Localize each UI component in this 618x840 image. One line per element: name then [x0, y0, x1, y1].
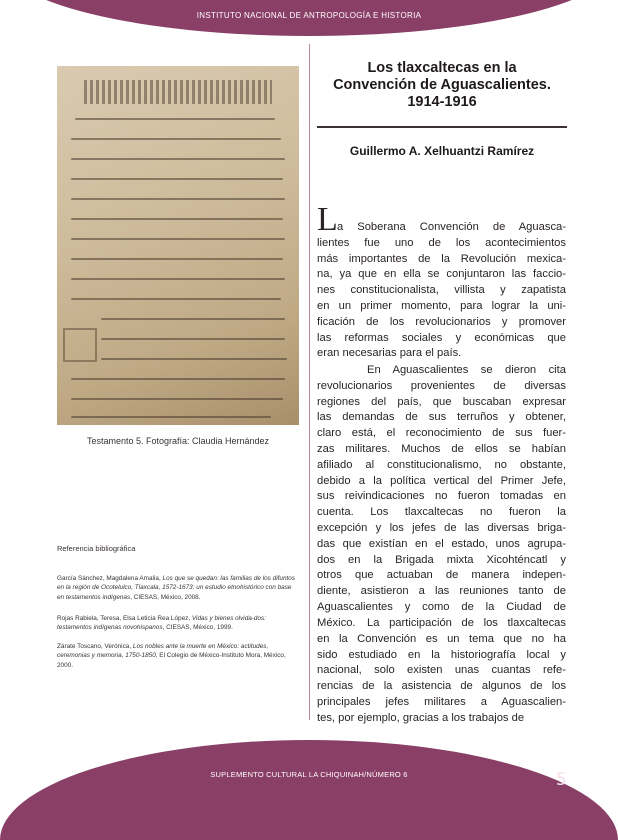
handwriting-line	[71, 378, 285, 380]
paragraph-line: rencias de la asistencia de algunos de los	[317, 680, 566, 693]
paragraph-line: tes, por ejemplo, gracias a los trabajos de	[317, 711, 525, 724]
paragraph-line: sido estudiado en la historiografía local y	[317, 648, 566, 661]
paragraph-line: eran necesarias para el país.	[317, 347, 462, 360]
handwriting-line	[71, 238, 285, 240]
handwriting-line	[71, 158, 285, 160]
paragraph-line: nacional, solo existen unas cuantas refe-	[317, 664, 566, 677]
paragraph-line: excepción y los jefes de las diversas briga-	[317, 521, 566, 534]
paragraph-line: en un primer momento, para lograr la uni-	[317, 299, 566, 312]
manuscript-photo	[57, 66, 299, 425]
paragraph-line: las reformas sociales y económicas que	[317, 331, 566, 344]
page-number: 5	[556, 770, 567, 790]
paragraph-line: revolucionarios provenientes de diversas	[317, 379, 566, 392]
handwriting-line	[71, 258, 283, 260]
paragraph-line: principales jefes militares a Aguascalien-	[317, 695, 566, 708]
reference-entry	[57, 574, 299, 602]
handwriting-line	[101, 358, 287, 360]
handwriting-line	[71, 278, 285, 280]
paragraph-line: das que existían en el estado, unos agrupa-	[317, 537, 566, 550]
title-line: Los tlaxcaltecas en la	[367, 60, 517, 76]
paragraph-2	[317, 363, 566, 632]
article-author: Guillermo A. Xelhuantzi Ramírez	[349, 144, 535, 158]
paragraph-line: lientes fue uno de los acontecimientos	[317, 236, 566, 249]
reference-entry	[57, 642, 299, 670]
reference-publisher: , CIESAS, México, 1999.	[162, 624, 233, 632]
paragraph-3	[317, 616, 566, 727]
handwriting-line	[71, 398, 283, 400]
reference-publisher: , El Colegio de México-Instituto Mora, México, 2000.	[57, 652, 286, 669]
paragraph-line: México.	[317, 616, 356, 629]
paragraph-line: debido a la política vertical del Primer Jefe,	[317, 474, 566, 487]
reference-author: García Sánchez, Magdalena Amalia,	[57, 575, 163, 582]
handwriting-line	[71, 198, 285, 200]
footer-band	[0, 740, 618, 840]
handwriting-line	[75, 118, 275, 120]
handwriting-line	[71, 298, 281, 300]
paragraph-line: Aguascalientes y como de la Ciudad de	[317, 600, 566, 613]
title-rule	[317, 126, 567, 128]
paragraph-line: a Soberana Convención de Aguasca-	[337, 221, 566, 233]
paragraph-line: sus reivindicaciones no fueron tomadas en	[317, 490, 566, 503]
paragraph-line: regiones del país, que buscaban expresar	[317, 395, 566, 408]
footer-publication: SUPLEMENTO CULTURAL LA CHIQUINAH/NÚMERO 6	[210, 770, 408, 779]
paragraph-line: claro está, el reconocimiento de sus fuer-	[317, 427, 566, 440]
title-line: 1914-1916	[407, 94, 477, 110]
handwriting-line	[101, 318, 285, 320]
drop-cap: L	[317, 201, 338, 238]
header-institution: INSTITUTO NACIONAL DE ANTROPOLOGÍA E HISTORIA	[196, 11, 422, 20]
paragraph-line: En Aguascalientes se dieron cita	[367, 364, 566, 376]
reference-publisher: , CIESAS, México, 2008.	[130, 593, 201, 601]
paragraph-line: ficación de los revolucionarios y promover	[317, 315, 566, 328]
handwriting-line	[71, 178, 283, 180]
article-title	[317, 60, 567, 111]
handwriting-line	[101, 338, 285, 340]
references-title: Referencia bibliográfica	[57, 544, 136, 553]
seal-stamp	[63, 328, 97, 362]
paragraph-line: na, ya que en ella se conjuntaron las faccio-	[317, 268, 566, 281]
paragraph-1	[317, 220, 566, 362]
reference-work: Los que se quedan: las familias de los difuntos en la región de Ocotelulco, Tlaxcala, 1572-1673: un estudio etnohistórico con base en testamentos indígenas	[57, 575, 296, 601]
paragraph-line: La participación de los tlaxcaltecas	[367, 617, 566, 629]
reference-entry	[57, 614, 299, 633]
paragraph-line: en la Convención es un tema que no ha	[317, 632, 566, 645]
column-divider	[309, 44, 310, 720]
document-stamp-heading	[84, 80, 272, 104]
title-line: Convención de Aguascalientes.	[333, 77, 551, 93]
handwriting-line	[71, 218, 283, 220]
paragraph-line: zas militares. Muchos de ellos se habían	[317, 442, 566, 455]
paragraph-line: cuenta. Los tlaxcaltecas no fueron la	[317, 506, 566, 519]
paragraph-line: nes constitucionalista, villista y zapatista	[317, 284, 566, 297]
handwriting-line	[71, 138, 281, 140]
handwriting-line	[71, 416, 271, 418]
reference-author: Rojas Rabiela, Teresa, Elsa Leticia Rea López,	[57, 615, 192, 622]
paragraph-line: dos en la Brigada mixta Xicohténcatl y	[317, 553, 566, 566]
paragraph-line: otros que actuaban de manera indepen-	[317, 569, 566, 582]
paragraph-line: las demandas de sus terruños y obtener,	[317, 411, 566, 424]
photo-caption: Testamento 5. Fotografía: Claudia Hernández	[86, 436, 270, 446]
paragraph-line: diente, asistieron a las reuniones tanto de	[317, 585, 566, 598]
paragraph-line: más importantes de la Revolución mexica-	[317, 252, 566, 265]
reference-work: Vidas y bienes olvida-dos: testamentos indígenas novohispanos	[57, 615, 267, 632]
reference-author: Zárate Toscano, Verónica,	[57, 643, 133, 650]
paragraph-line: afiliado al constitucionalismo, no obstante,	[317, 458, 566, 471]
reference-work: Los nobles ante la muerte en México: actitudes, ceremonias y memoria, 1750-1850	[57, 643, 269, 660]
